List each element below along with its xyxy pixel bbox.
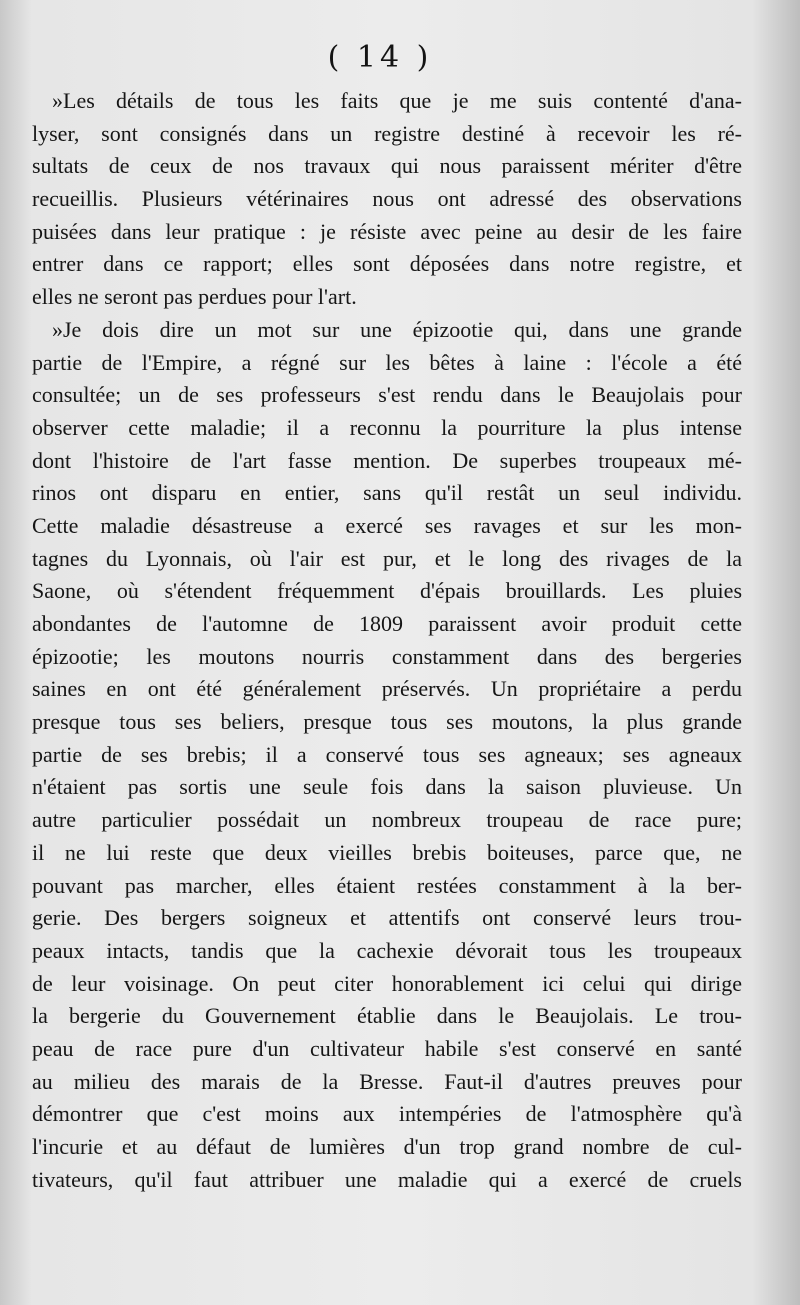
text-line: puisées dans leur pratique : je résiste avec peine au desir de les faire [32,218,742,244]
text-line: tivateurs, qu'il faut attribuer une maladie qui a exercé de cruels [32,1166,742,1192]
text-line: lyser, sont consignés dans un registre destiné à recevoir les ré- [32,120,742,146]
text-line: peau de race pure d'un cultivateur habile s'est conservé en santé [32,1035,742,1061]
text-line: »Je dois dire un mot sur une épizootie qui, dans une grande [52,316,742,342]
text-line: sultats de ceux de nos travaux qui nous paraissent mériter d'être [32,153,742,179]
text-line: recueillis. Plusieurs vétérinaires nous ont adressé des observations [32,186,742,212]
text-line: l'incurie et au défaut de lumières d'un trop grand nombre de cul- [32,1134,742,1159]
text-line: presque tous ses beliers, presque tous ses moutons, la plus grande [32,709,742,735]
text-line: de leur voisinage. On peut citer honorablement ici celui qui dirige [32,970,742,996]
text-line: entrer dans ce rapport; elles sont déposées dans notre registre, et [32,251,742,277]
text-line: »Les détails de tous les faits que je me suis contenté d'ana- [52,88,742,113]
text-line: pouvant pas marcher, elles étaient restées constamment à la ber- [32,872,742,898]
text-line: peaux intacts, tandis que la cachexie dévorait tous les troupeaux [32,937,742,963]
text-line: Saone, où s'étendent fréquemment d'épais brouillards. Les pluies [32,578,742,604]
text-line: autre particulier possédait un nombreux troupeau de race pure; [32,807,742,833]
text-line: démontrer que c'est moins aux intempéries de l'atmosphère qu'à [32,1101,742,1127]
text-line: au milieu des marais de la Bresse. Faut-il d'autres preuves pour [32,1068,742,1094]
text-line: elles ne seront pas perdues pour l'art. [32,284,357,310]
text-line: saines en ont été généralement préservés. Un propriétaire a perdu [32,676,742,702]
text-line: rinos ont disparu en entier, sans qu'il restât un seul individu. [32,480,742,506]
text-line: Cette maladie désastreuse a exercé ses ravages et sur les mon- [32,512,742,538]
text-line: abondantes de l'automne de 1809 paraissent avoir produit cette [32,611,742,636]
text-line: épizootie; les moutons nourris constamment dans des bergeries [32,643,742,669]
text-line: partie de ses brebis; il a conservé tous ses agneaux; ses agneaux [32,741,742,767]
text-line: gerie. Des bergers soigneux et attentifs ont conservé leurs trou- [32,905,742,931]
text-line: consultée; un de ses professeurs s'est rendu dans le Beaujolais pour [32,382,742,408]
page-number: ( 14 ) [327,40,433,75]
text-line: il ne lui reste que deux vieilles brebis boiteuses, parce que, ne [32,839,742,865]
text-line: partie de l'Empire, a régné sur les bêtes à laine : l'école a été [32,349,742,375]
text-line: tagnes du Lyonnais, où l'air est pur, et le long des rivages de la [32,545,742,571]
text-line: n'étaient pas sortis une seule fois dans la saison pluvieuse. Un [32,774,742,800]
text-line: dont l'histoire de l'art fasse mention. De superbes troupeaux mé- [32,447,742,473]
text-line: la bergerie du Gouvernement établie dans le Beaujolais. Le trou- [32,1003,742,1029]
text-line: observer cette maladie; il a reconnu la pourriture la plus intense [32,414,742,440]
body-text [32,85,742,1196]
